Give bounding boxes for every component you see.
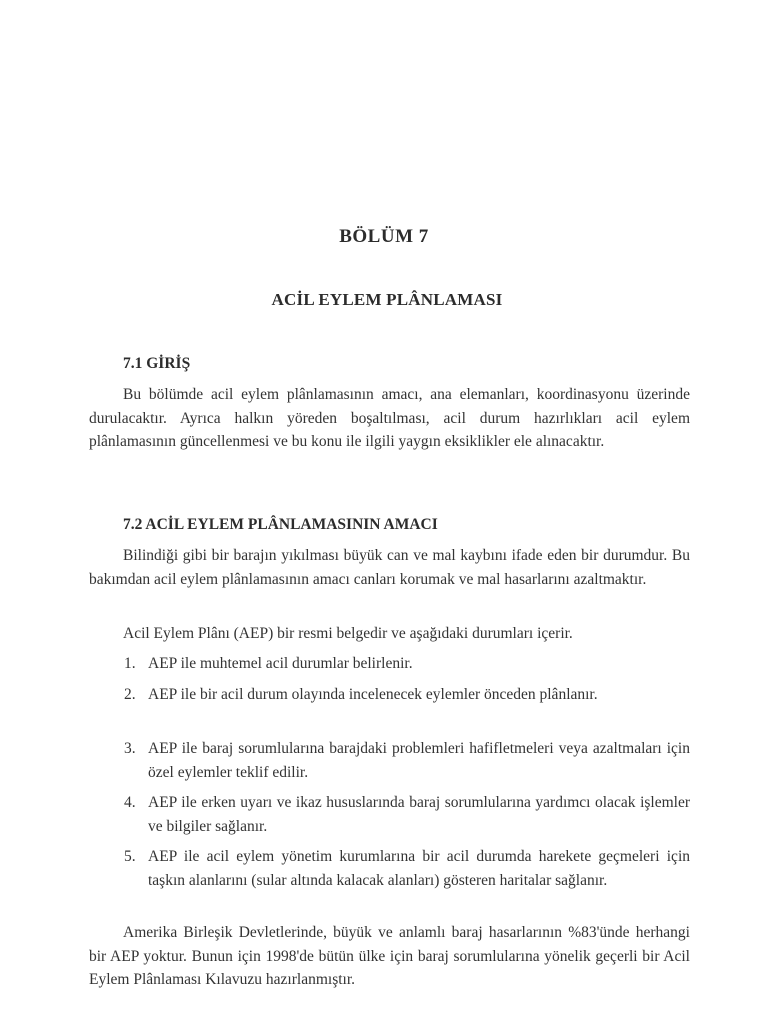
paragraph-closing-text: Amerika Birleşik Devletlerinde, büyük ve anlamlı baraj hasarlarının %83'ünde herhangi bir AEP yoktur. Bunun için 1998'de bütün ülke için baraj sorumlularına yönelik geçerli bir Acil Eylem Plânlaması Kılavuzu hazırlanmıştır. (89, 924, 690, 988)
list-item-text: AEP ile bir acil durum olayında incelenecek eylemler önceden plânlanır. (148, 686, 598, 703)
paragraph-purpose-text: Bilindiği gibi bir barajın yıkılması büyük can ve mal kaybını ifade eden bir durumdur. Bu bakımdan acil eylem plânlamasının amacı canları korumak ve mal hasarlarını azaltmaktır. (89, 547, 690, 588)
list-item (124, 683, 690, 707)
chapter-subtitle: ACİL EYLEM PLÂNLAMASI (271, 290, 503, 309)
paragraph-closing (89, 921, 690, 992)
paragraph-intro (89, 383, 690, 454)
paragraph-intro-text: Bu bölümde acil eylem plânlamasının amacı, ana elemanları, koordinasyonu üzerinde durulacaktır. Ayrıca halkın yöreden boşaltılması, acil durum hazırlıkları acil eylem plânlamasının güncellenmesi ve bu konu ile ilgili yaygın eksiklikler ele alınacaktır. (89, 386, 690, 450)
list-item-number: 2. (124, 686, 136, 703)
list-item (124, 791, 690, 838)
list-item-text: AEP ile muhtemel acil durumlar belirlenir. (148, 655, 413, 672)
list-item-text: AEP ile baraj sorumlularına barajdaki problemleri hafifletmeleri veya azaltmaları için özel eylemler teklif edilir. (148, 740, 690, 781)
paragraph-aep-intro-text: Acil Eylem Plânı (AEP) bir resmi belgedir ve aşağıdaki durumları içerir. (123, 625, 573, 642)
list-item-number: 4. (124, 794, 136, 811)
section-heading-7-2: 7.2 ACİL EYLEM PLÂNLAMASININ AMACI (123, 516, 438, 533)
list-item (124, 845, 690, 892)
list-item (124, 737, 690, 784)
section-heading-7-1: 7.1 GİRİŞ (123, 355, 191, 372)
list-item-number: 3. (124, 740, 136, 757)
list-item (124, 652, 690, 676)
list-item-number: 5. (124, 848, 136, 865)
list-item-text: AEP ile erken uyarı ve ikaz hususlarında baraj sorumlularına yardımcı olacak işlemler ve bilgiler sağlanır. (148, 794, 690, 835)
paragraph-purpose (89, 544, 690, 591)
paragraph-aep-intro (89, 622, 690, 646)
list-item-number: 1. (124, 655, 136, 672)
list-item-text: AEP ile acil eylem yönetim kurumlarına bir acil durumda harekete geçmeleri için taşkın alanlarını (sular altında kalacak alanları) gösteren haritalar sağlanır. (148, 848, 690, 889)
chapter-title: BÖLÜM 7 (339, 226, 429, 247)
